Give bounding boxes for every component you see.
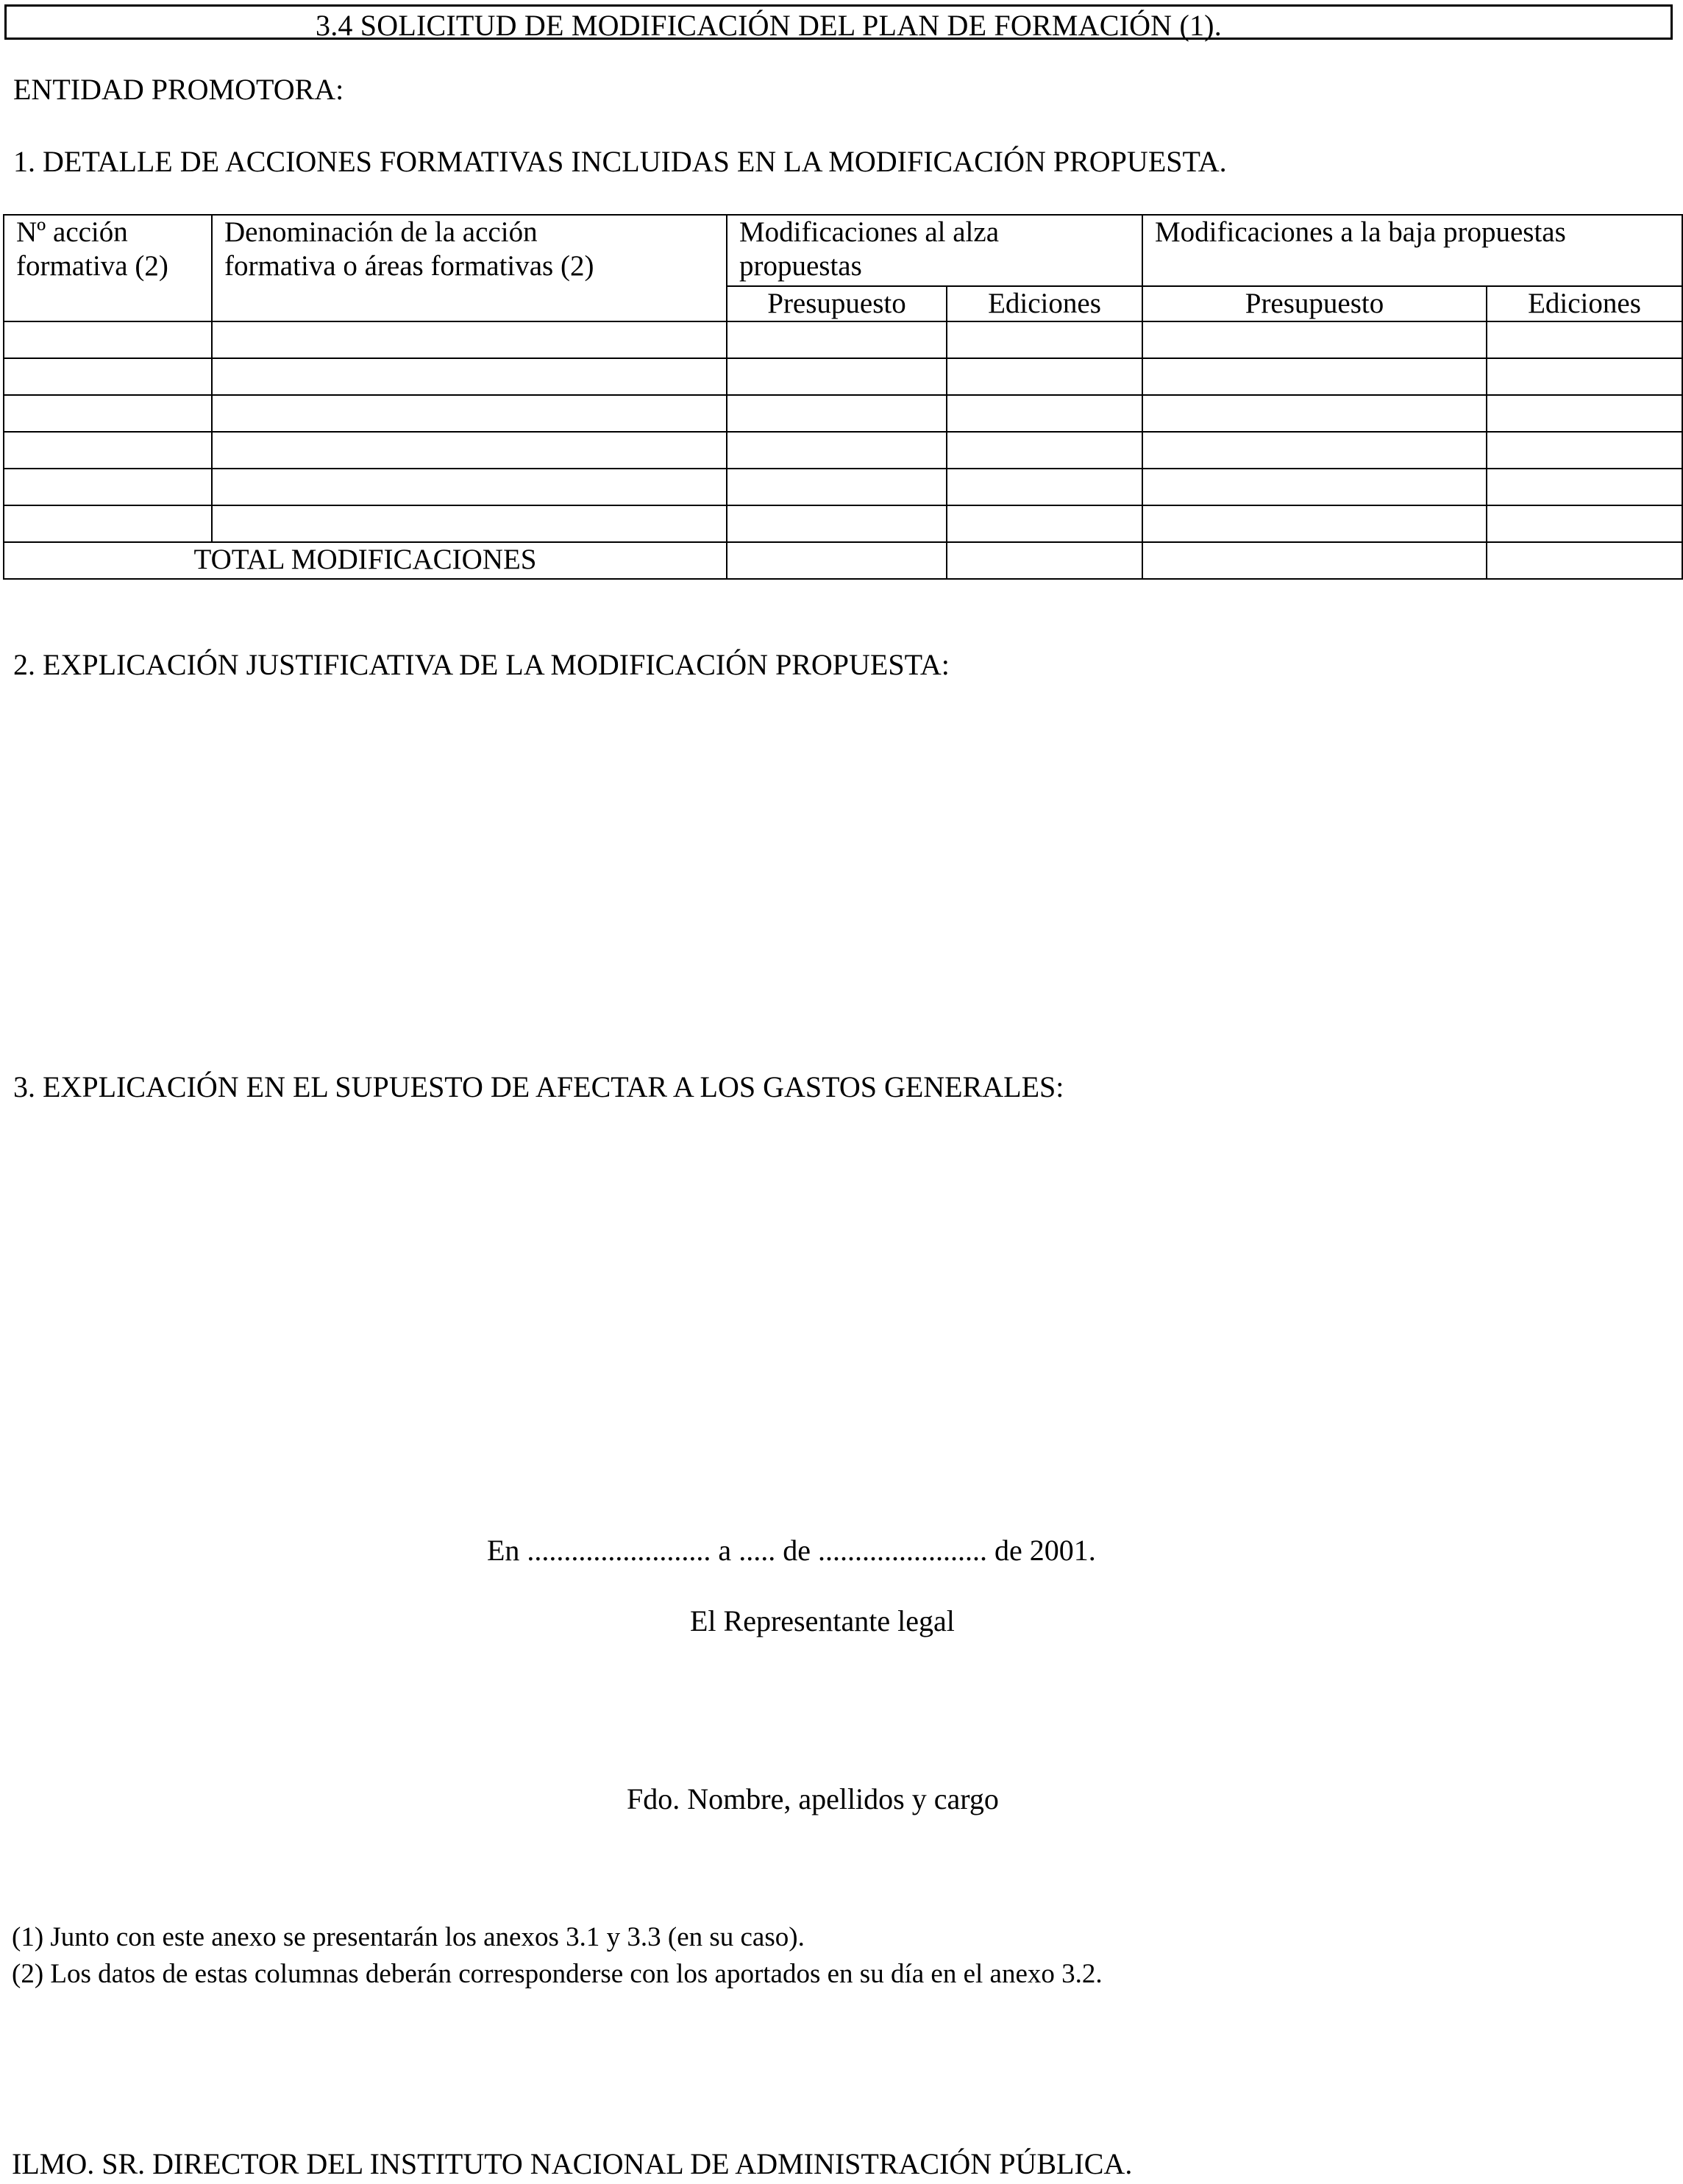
section-3-heading: 3. EXPLICACIÓN EN EL SUPUESTO DE AFECTAR A LOS GASTOS GENERALES: bbox=[13, 1070, 1064, 1103]
cell-editions-down[interactable] bbox=[1487, 321, 1682, 358]
cell-action-number[interactable] bbox=[4, 505, 212, 542]
cell-editions-up[interactable] bbox=[947, 395, 1142, 432]
header-action-name-line2: formativa o áreas formativas (2) bbox=[224, 250, 594, 282]
footnote-1: (1) Junto con este anexo se presentarán los anexos 3.1 y 3.3 (en su caso). bbox=[12, 1922, 805, 1952]
total-row bbox=[4, 542, 1682, 579]
cell-budget-down[interactable] bbox=[1142, 358, 1487, 395]
total-label: TOTAL MODIFICACIONES bbox=[4, 542, 727, 579]
cell-budget-up[interactable] bbox=[727, 505, 947, 542]
cell-action-number[interactable] bbox=[4, 469, 212, 505]
header-downward-label: Modificaciones a la baja propuestas bbox=[1155, 216, 1566, 248]
total-editions-up[interactable] bbox=[947, 542, 1142, 579]
cell-action-name[interactable] bbox=[212, 321, 727, 358]
cell-budget-up[interactable] bbox=[727, 395, 947, 432]
subheader-editions-up: Ediciones bbox=[947, 286, 1142, 321]
cell-budget-down[interactable] bbox=[1142, 469, 1487, 505]
cell-budget-up[interactable] bbox=[727, 432, 947, 469]
cell-budget-up[interactable] bbox=[727, 469, 947, 505]
cell-action-number[interactable] bbox=[4, 395, 212, 432]
cell-editions-up[interactable] bbox=[947, 432, 1142, 469]
cell-action-number[interactable] bbox=[4, 358, 212, 395]
total-editions-down[interactable] bbox=[1487, 542, 1682, 579]
addressee: ILMO. SR. DIRECTOR DEL INSTITUTO NACIONAL DE ADMINISTRACIÓN PÚBLICA. bbox=[12, 2147, 1133, 2180]
table-row bbox=[4, 505, 1682, 542]
table-row bbox=[4, 358, 1682, 395]
header-action-number-line1: Nº acción bbox=[16, 216, 128, 248]
cell-action-name[interactable] bbox=[212, 358, 727, 395]
cell-action-name[interactable] bbox=[212, 395, 727, 432]
cell-editions-down[interactable] bbox=[1487, 395, 1682, 432]
table-row bbox=[4, 432, 1682, 469]
cell-editions-down[interactable] bbox=[1487, 358, 1682, 395]
table-row bbox=[4, 469, 1682, 505]
cell-action-name[interactable] bbox=[212, 469, 727, 505]
header-action-name bbox=[212, 215, 727, 321]
cell-action-number[interactable] bbox=[4, 321, 212, 358]
header-action-name-line1: Denominación de la acción bbox=[224, 216, 538, 248]
cell-editions-up[interactable] bbox=[947, 321, 1142, 358]
cell-budget-down[interactable] bbox=[1142, 321, 1487, 358]
subheader-budget-up: Presupuesto bbox=[727, 286, 947, 321]
section-1-heading: 1. DETALLE DE ACCIONES FORMATIVAS INCLUIDAS EN LA MODIFICACIÓN PROPUESTA. bbox=[13, 145, 1227, 178]
cell-editions-up[interactable] bbox=[947, 505, 1142, 542]
entity-label: ENTIDAD PROMOTORA: bbox=[13, 73, 344, 106]
cell-budget-up[interactable] bbox=[727, 321, 947, 358]
cell-budget-up[interactable] bbox=[727, 358, 947, 395]
cell-action-number[interactable] bbox=[4, 432, 212, 469]
total-budget-up[interactable] bbox=[727, 542, 947, 579]
form-title-box bbox=[4, 4, 1673, 40]
table-row bbox=[4, 395, 1682, 432]
table-row bbox=[4, 321, 1682, 358]
cell-editions-up[interactable] bbox=[947, 358, 1142, 395]
header-upward-line2: propuestas bbox=[739, 250, 862, 282]
section-2-heading: 2. EXPLICACIÓN JUSTIFICATIVA DE LA MODIFICACIÓN PROPUESTA: bbox=[13, 648, 950, 681]
date-line: En ......................... a ..... de ....................... de 2001. bbox=[487, 1534, 1096, 1567]
cell-budget-down[interactable] bbox=[1142, 395, 1487, 432]
cell-editions-down[interactable] bbox=[1487, 505, 1682, 542]
subheader-editions-down: Ediciones bbox=[1487, 286, 1682, 321]
modifications-table bbox=[3, 214, 1683, 580]
header-downward-modifications bbox=[1142, 215, 1682, 286]
header-action-number-line2: formativa (2) bbox=[16, 250, 168, 282]
cell-editions-up[interactable] bbox=[947, 469, 1142, 505]
signature-label: Fdo. Nombre, apellidos y cargo bbox=[627, 1782, 999, 1815]
header-upward-line1: Modificaciones al alza bbox=[739, 216, 999, 248]
footnote-2: (2) Los datos de estas columnas deberán corresponderse con los aportados en su día en el anexo 3.2. bbox=[12, 1959, 1103, 1989]
cell-editions-down[interactable] bbox=[1487, 432, 1682, 469]
cell-action-name[interactable] bbox=[212, 432, 727, 469]
subheader-budget-down: Presupuesto bbox=[1142, 286, 1487, 321]
form-title: 3.4 SOLICITUD DE MODIFICACIÓN DEL PLAN DE FORMACIÓN (1). bbox=[316, 9, 1222, 42]
cell-action-name[interactable] bbox=[212, 505, 727, 542]
legal-representative-label: El Representante legal bbox=[690, 1604, 955, 1637]
header-action-number bbox=[4, 215, 212, 321]
cell-editions-down[interactable] bbox=[1487, 469, 1682, 505]
cell-budget-down[interactable] bbox=[1142, 505, 1487, 542]
header-upward-modifications bbox=[727, 215, 1142, 286]
cell-budget-down[interactable] bbox=[1142, 432, 1487, 469]
total-budget-down[interactable] bbox=[1142, 542, 1487, 579]
